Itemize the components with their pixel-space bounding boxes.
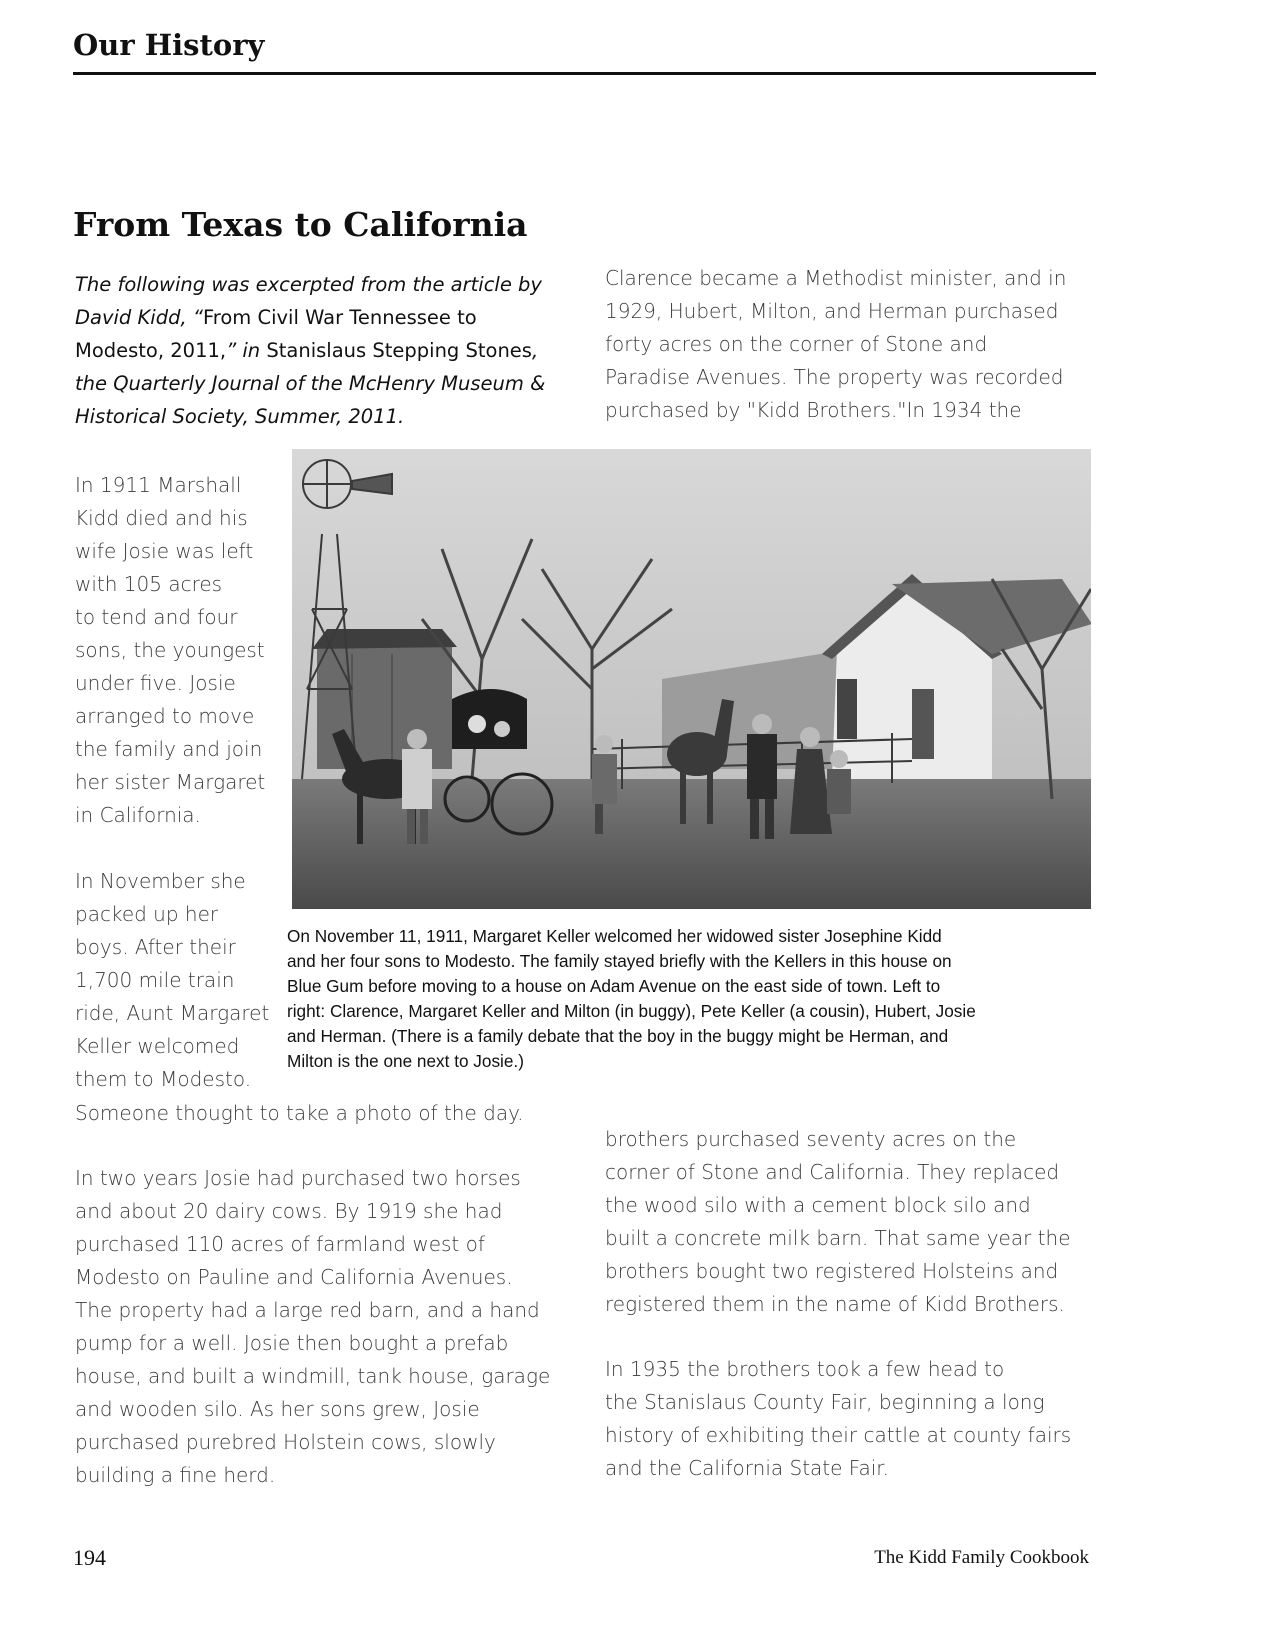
paragraph-left-3: In two years Josie had purchased two horses and about 20 dairy cows. By 1919 she had purchased 110 acres of farmland west of Modesto on Pauline and California Avenues. The property had a large red barn, and a hand pump for a well. Josie then bought a prefab house, and built a windmill, tank house, garage and wooden silo. As her sons grew, Josie purchased purebred Holstein cows, slowly building a fine herd. <box>75 1166 551 1487</box>
section-title: Our History <box>73 28 265 62</box>
family-farm-photo <box>292 449 1091 909</box>
photo-illustration <box>292 449 1091 909</box>
paragraph-left-1: In 1911 Marshall Kidd died and his wife Josie was left with 105 acres to tend and four sons, the youngest under five. Josie arranged to move the family and join her sister Margaret in California. <box>75 473 266 827</box>
intro-part-2: From Civil War Tennessee to Modesto, 2011, <box>75 306 477 362</box>
intro-part-4: Stanislaus Stepping Stones <box>266 339 532 362</box>
paragraph-right-bottom: In 1935 the brothers took a few head to the Stanislaus County Fair, beginning a long history of exhibiting their cattle at county fairs and the California State Fair. <box>605 1357 1072 1480</box>
photo-caption: On November 11, 1911, Margaret Keller welcomed her widowed sister Josephine Kidd and her four sons to Modesto. The family stayed briefly with the Kellers in this house on Blue Gum before moving to a house on Adam Avenue on the east side of town. Left to right: Clarence, Margaret Keller and Milton (in buggy), Pete Keller (a cousin), Hubert, Josie and Herman. (There is a family debate that the boy in the buggy might be Herman, and Milton is the one next to Josie.) <box>287 926 976 1071</box>
intro-part-5: , the Quarterly Journal of the McHenry Museum & Historical Society, Summer, 2011. <box>75 339 546 428</box>
page-number: 194 <box>73 1545 106 1570</box>
paragraph-left-2-end: Someone thought to take a photo of the day. <box>75 1101 524 1125</box>
article-intro <box>75 268 555 433</box>
article-title: From Texas to California <box>73 205 528 244</box>
paragraph-right-top: Clarence became a Methodist minister, and in 1929, Hubert, Milton, and Herman purchased forty acres on the corner of Stone and Paradise Avenues. The property was recorded purchased by "Kidd Brothers."In 1934 the <box>605 266 1067 422</box>
paragraph-left-2: In November she packed up her boys. After their 1,700 mile train ride, Aunt Margaret Keller welcomed them to Modesto. <box>75 869 270 1091</box>
paragraph-right-mid: brothers purchased seventy acres on the corner of Stone and California. They replaced the wood silo with a cement block silo and built a concrete milk barn. That same year the brothers bought two registered Holsteins and registered them in the name of Kidd Brothers. <box>605 1127 1071 1316</box>
header-rule <box>73 72 1096 75</box>
intro-part-3: ” in <box>226 339 267 362</box>
intro-part-1: The following was excerpted from the article by David Kidd, “ <box>75 273 542 329</box>
shed-shape <box>312 629 457 769</box>
book-title: The Kidd Family Cookbook <box>874 1547 1089 1568</box>
